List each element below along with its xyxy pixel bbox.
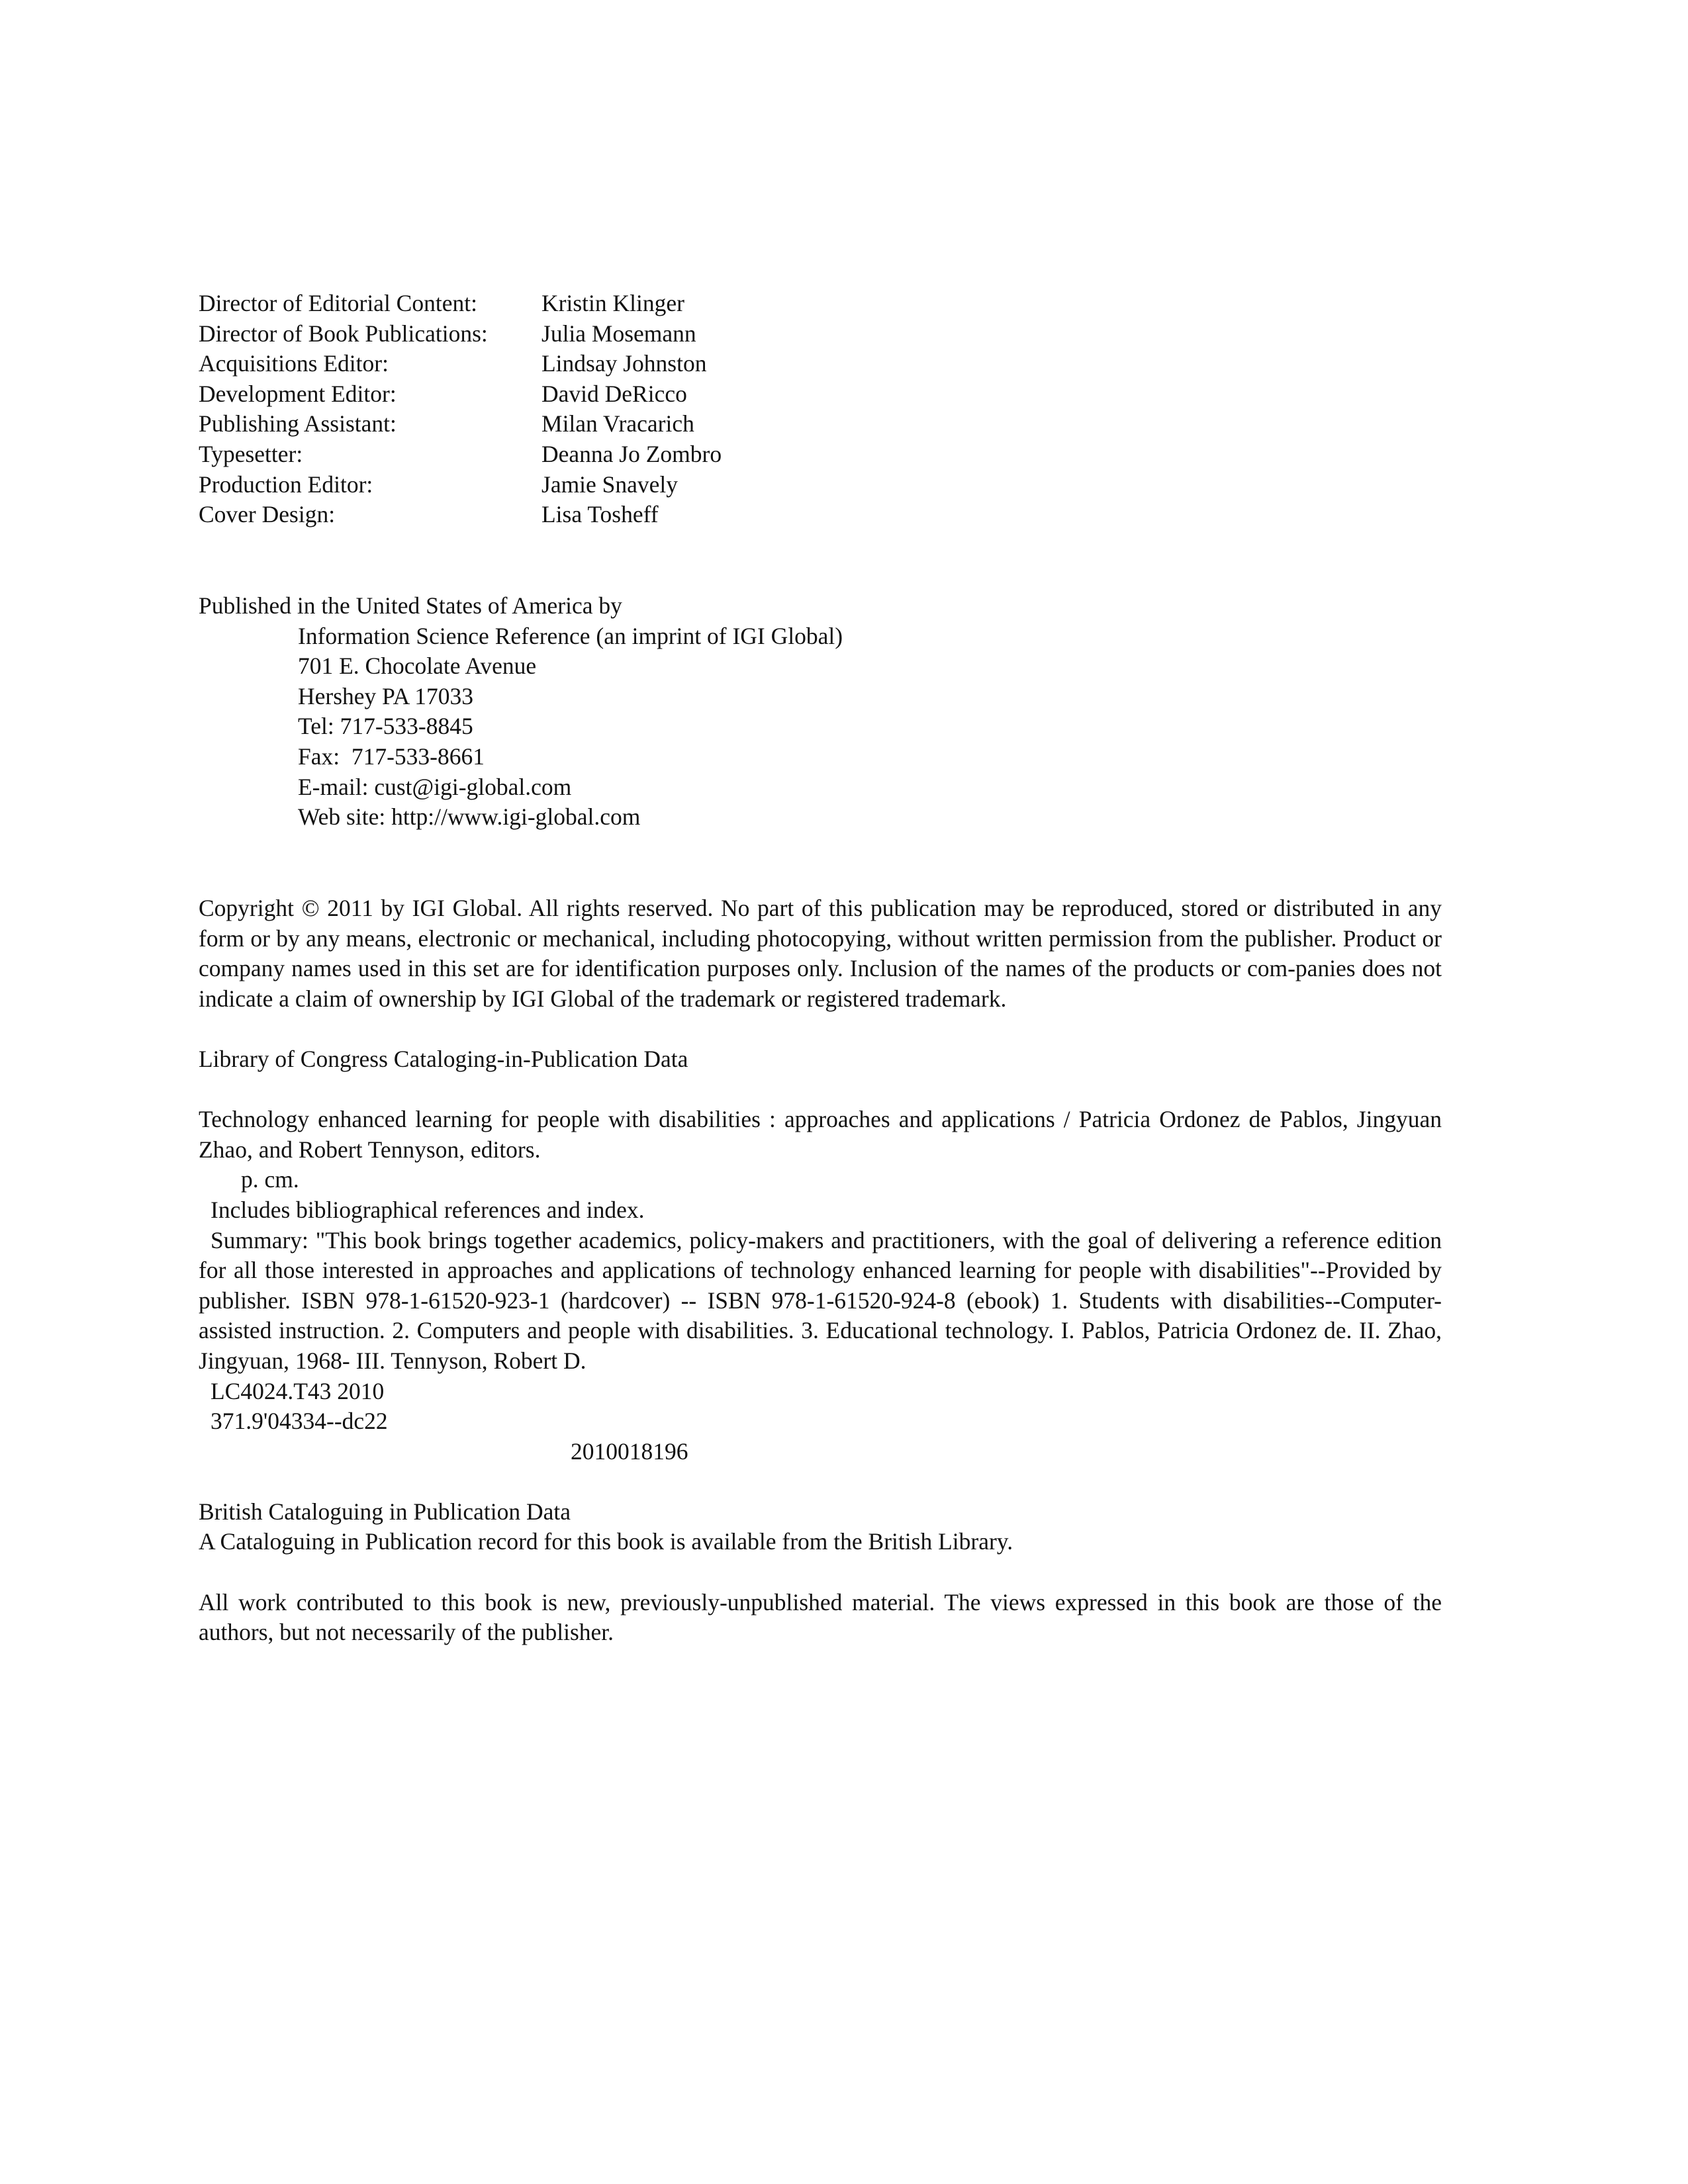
staff-name: Lindsay Johnston xyxy=(541,350,707,377)
staff-role: Cover Design: xyxy=(199,501,336,528)
loc-call-number: LC4024.T43 2010 xyxy=(211,1377,385,1404)
publisher-email: E-mail: cust@igi-global.com xyxy=(298,773,572,800)
staff-row xyxy=(199,409,1442,439)
loc-includes: Includes bibliographical references and index. xyxy=(211,1196,645,1223)
loc-heading: Library of Congress Cataloging-in-Publication Data xyxy=(199,1045,688,1072)
staff-name: David DeRicco xyxy=(541,380,687,407)
staff-role: Production Editor: xyxy=(199,471,373,498)
staff-role: Development Editor: xyxy=(199,380,397,407)
staff-role: Typesetter: xyxy=(199,440,303,467)
british-text: A Cataloguing in Publication record for this book is available from the British Library. xyxy=(199,1528,1013,1555)
editorial-staff-list xyxy=(199,289,1442,530)
staff-name: Milan Vracarich xyxy=(541,410,694,437)
staff-name: Lisa Tosheff xyxy=(541,501,659,528)
staff-name: Jamie Snavely xyxy=(541,471,679,498)
publisher-tel: Tel: 717-533-8845 xyxy=(298,713,473,740)
loc-pcm: p. cm. xyxy=(241,1166,299,1193)
staff-row xyxy=(199,319,1442,349)
copyright-notice: Copyright © 2011 by IGI Global. All rights reserved. No part of this publication may be reproduced, stored or distributed in any form or by any means, electronic or mechanical, including photocopying, without written permission from the publisher. Product or company names used in this set are for identification purposes only. Inclusion of the names of the products or com-panies does not indicate a claim of ownership by IGI Global of the trademark or registered trademark. xyxy=(199,895,1442,1012)
loc-dewey: 371.9'04334--dc22 xyxy=(211,1408,388,1435)
publisher-city: Hershey PA 17033 xyxy=(298,682,473,709)
copyright-and-cataloging xyxy=(199,893,1442,1648)
staff-role: Publishing Assistant: xyxy=(199,410,397,437)
staff-role: Director of Book Publications: xyxy=(199,320,488,347)
staff-row xyxy=(199,470,1442,500)
staff-name: Deanna Jo Zombro xyxy=(541,440,722,467)
publisher-website: Web site: http://www.igi-global.com xyxy=(298,803,641,831)
staff-row xyxy=(199,379,1442,410)
publisher-name: Information Science Reference (an imprint of IGI Global) xyxy=(298,622,843,649)
staff-row xyxy=(199,349,1442,379)
staff-row xyxy=(199,289,1442,319)
publisher-fax: Fax: 717-533-8661 xyxy=(298,743,485,770)
staff-role: Acquisitions Editor: xyxy=(199,350,389,377)
staff-name: Kristin Klinger xyxy=(541,290,684,316)
staff-role: Director of Editorial Content: xyxy=(199,290,477,316)
staff-row xyxy=(199,439,1442,470)
loc-lccn: 2010018196 xyxy=(571,1437,688,1465)
loc-summary xyxy=(199,1226,1442,1377)
disclaimer: All work contributed to this book is new, previously-unpublished material. The views expressed in this book are those of the authors, but not necessarily of the publisher. xyxy=(199,1588,1442,1646)
loc-summary-text: Summary: "This book brings together academics, policy-makers and practitioners, with the goal of delivering a reference edition for all those interested in approaches and applications of technology enhanced learning for people with disabilities"--Provided by publisher. ISBN 978-1-61520-923-1 (hardcover) -- ISBN 978-1-61520-924-8 (ebook) 1. Students with disabilities--Computer-assisted instruction. 2. Computers and people with disabilities. 3. Educational technology. I. Pablos, Patricia Ordonez de. II. Zhao, Jingyuan, 1968- III. Tennyson, Robert D. xyxy=(199,1226,1442,1374)
publisher-intro: Published in the United States of America by xyxy=(199,592,622,619)
publisher-street: 701 E. Chocolate Avenue xyxy=(298,653,537,680)
staff-name: Julia Mosemann xyxy=(541,320,696,347)
staff-row xyxy=(199,500,1442,530)
loc-title-entry: Technology enhanced learning for people with disabilities : approaches and applications / Patricia Ordonez de Pablos, Jingyuan Zhao, and Robert Tennyson, editors. xyxy=(199,1106,1442,1163)
british-heading: British Cataloguing in Publication Data xyxy=(199,1498,571,1525)
publisher-block xyxy=(199,591,1442,833)
